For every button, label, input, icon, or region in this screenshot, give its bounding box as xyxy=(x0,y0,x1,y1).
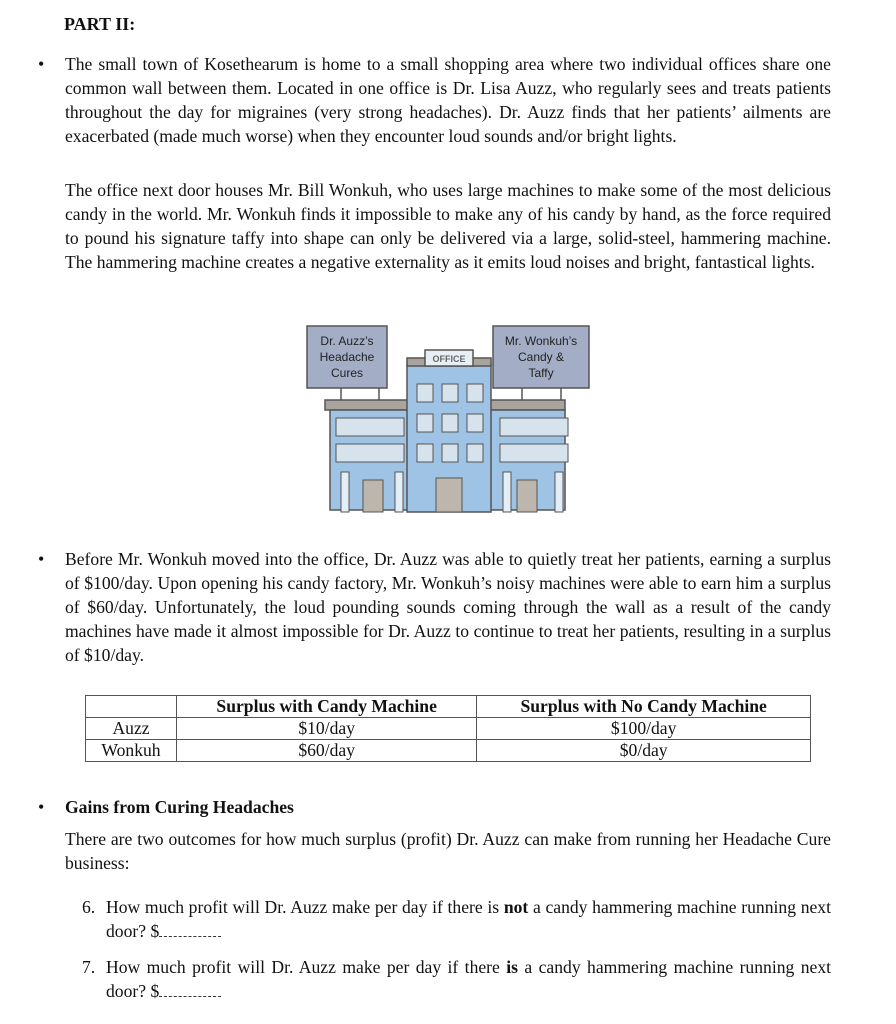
question-text: How much profit will Dr. Auzz make per day if there is xyxy=(106,897,504,917)
gains-title: Gains from Curing Headaches xyxy=(65,797,294,817)
table-cell: $10/day xyxy=(177,718,477,740)
bullet-icon: • xyxy=(38,54,45,74)
table-cell: Auzz xyxy=(86,718,177,740)
question-7 xyxy=(82,955,831,1003)
answer-blank[interactable] xyxy=(159,982,221,997)
table-header-blank xyxy=(86,696,177,718)
bullet-icon: • xyxy=(38,549,45,569)
question-number: 6. xyxy=(82,897,96,917)
table-cell: Wonkuh xyxy=(86,740,177,762)
table-row xyxy=(86,718,811,740)
question-text: a candy hammering machine running next door? $ xyxy=(106,897,831,941)
left-sign-line-2: Headache xyxy=(319,350,375,364)
question-number: 7. xyxy=(82,957,96,977)
bullet-icon: • xyxy=(38,797,45,817)
table-header: Surplus with Candy Machine xyxy=(177,696,477,718)
part-heading: PART II: xyxy=(64,14,136,34)
table-cell: $0/day xyxy=(477,740,811,762)
left-sign-line-1: Dr. Auzz’s xyxy=(320,334,374,348)
table-cell: $100/day xyxy=(477,718,811,740)
question-text: How much profit will Dr. Auzz make per day if there xyxy=(106,957,507,977)
question-text: a candy hammering machine running next door? $ xyxy=(106,957,831,1001)
office-building-illustration xyxy=(305,322,590,518)
table-cell: $60/day xyxy=(177,740,477,762)
left-sign-line-3: Cures xyxy=(330,366,364,380)
right-sign-line-3: Taffy xyxy=(528,366,554,380)
gains-text: There are two outcomes for how much surplus (profit) Dr. Auzz can make from running her Headache Cure business: xyxy=(65,829,831,873)
question-emphasis: not xyxy=(503,897,529,917)
table-header-row xyxy=(86,696,811,718)
intro-paragraph-2: The office next door houses Mr. Bill Wonkuh, who uses large machines to make some of the most delicious candy in the world. Mr. Wonkuh finds it impossible to make any of his candy by hand, as the force required to pound his signature taffy into shape can only be delivered via a large, solid-steel, hammering machine. The hammering machine creates a negative externality as it emits loud noises and bright, fantastical lights. xyxy=(65,180,831,272)
answer-blank[interactable] xyxy=(159,922,221,937)
story-paragraph: Before Mr. Wonkuh moved into the office, Dr. Auzz was able to quietly treat her patients, earning a surplus of $100/day. Upon opening his candy factory, Mr. Wonkuh’s noisy machines were able to earn him a surplus of $60/day. Unfortunately, the loud pounding sounds coming through the wall as a result of the candy machines have made it almost impossible for Dr. Auzz to continue to treat her patients, resulting in a surplus of $10/day. xyxy=(65,549,831,665)
question-6 xyxy=(82,895,831,943)
right-sign-line-1: Mr. Wonkuh’s xyxy=(504,334,578,348)
surplus-table xyxy=(85,695,811,762)
question-emphasis: is xyxy=(506,957,518,977)
table-header: Surplus with No Candy Machine xyxy=(477,696,811,718)
office-sign: OFFICE xyxy=(432,354,466,364)
table-row xyxy=(86,740,811,762)
intro-paragraph-1: The small town of Kosethearum is home to a small shopping area where two individual offices share one common wall between them. Located in one office is Dr. Lisa Auzz, who regularly sees and treats patients throughout the day for migraines (very strong headaches). Dr. Auzz finds that her patients’ ailments are exacerbated (made much worse) when they encounter loud sounds and/or bright lights. xyxy=(65,54,831,146)
right-sign-line-2: Candy & xyxy=(517,350,565,364)
